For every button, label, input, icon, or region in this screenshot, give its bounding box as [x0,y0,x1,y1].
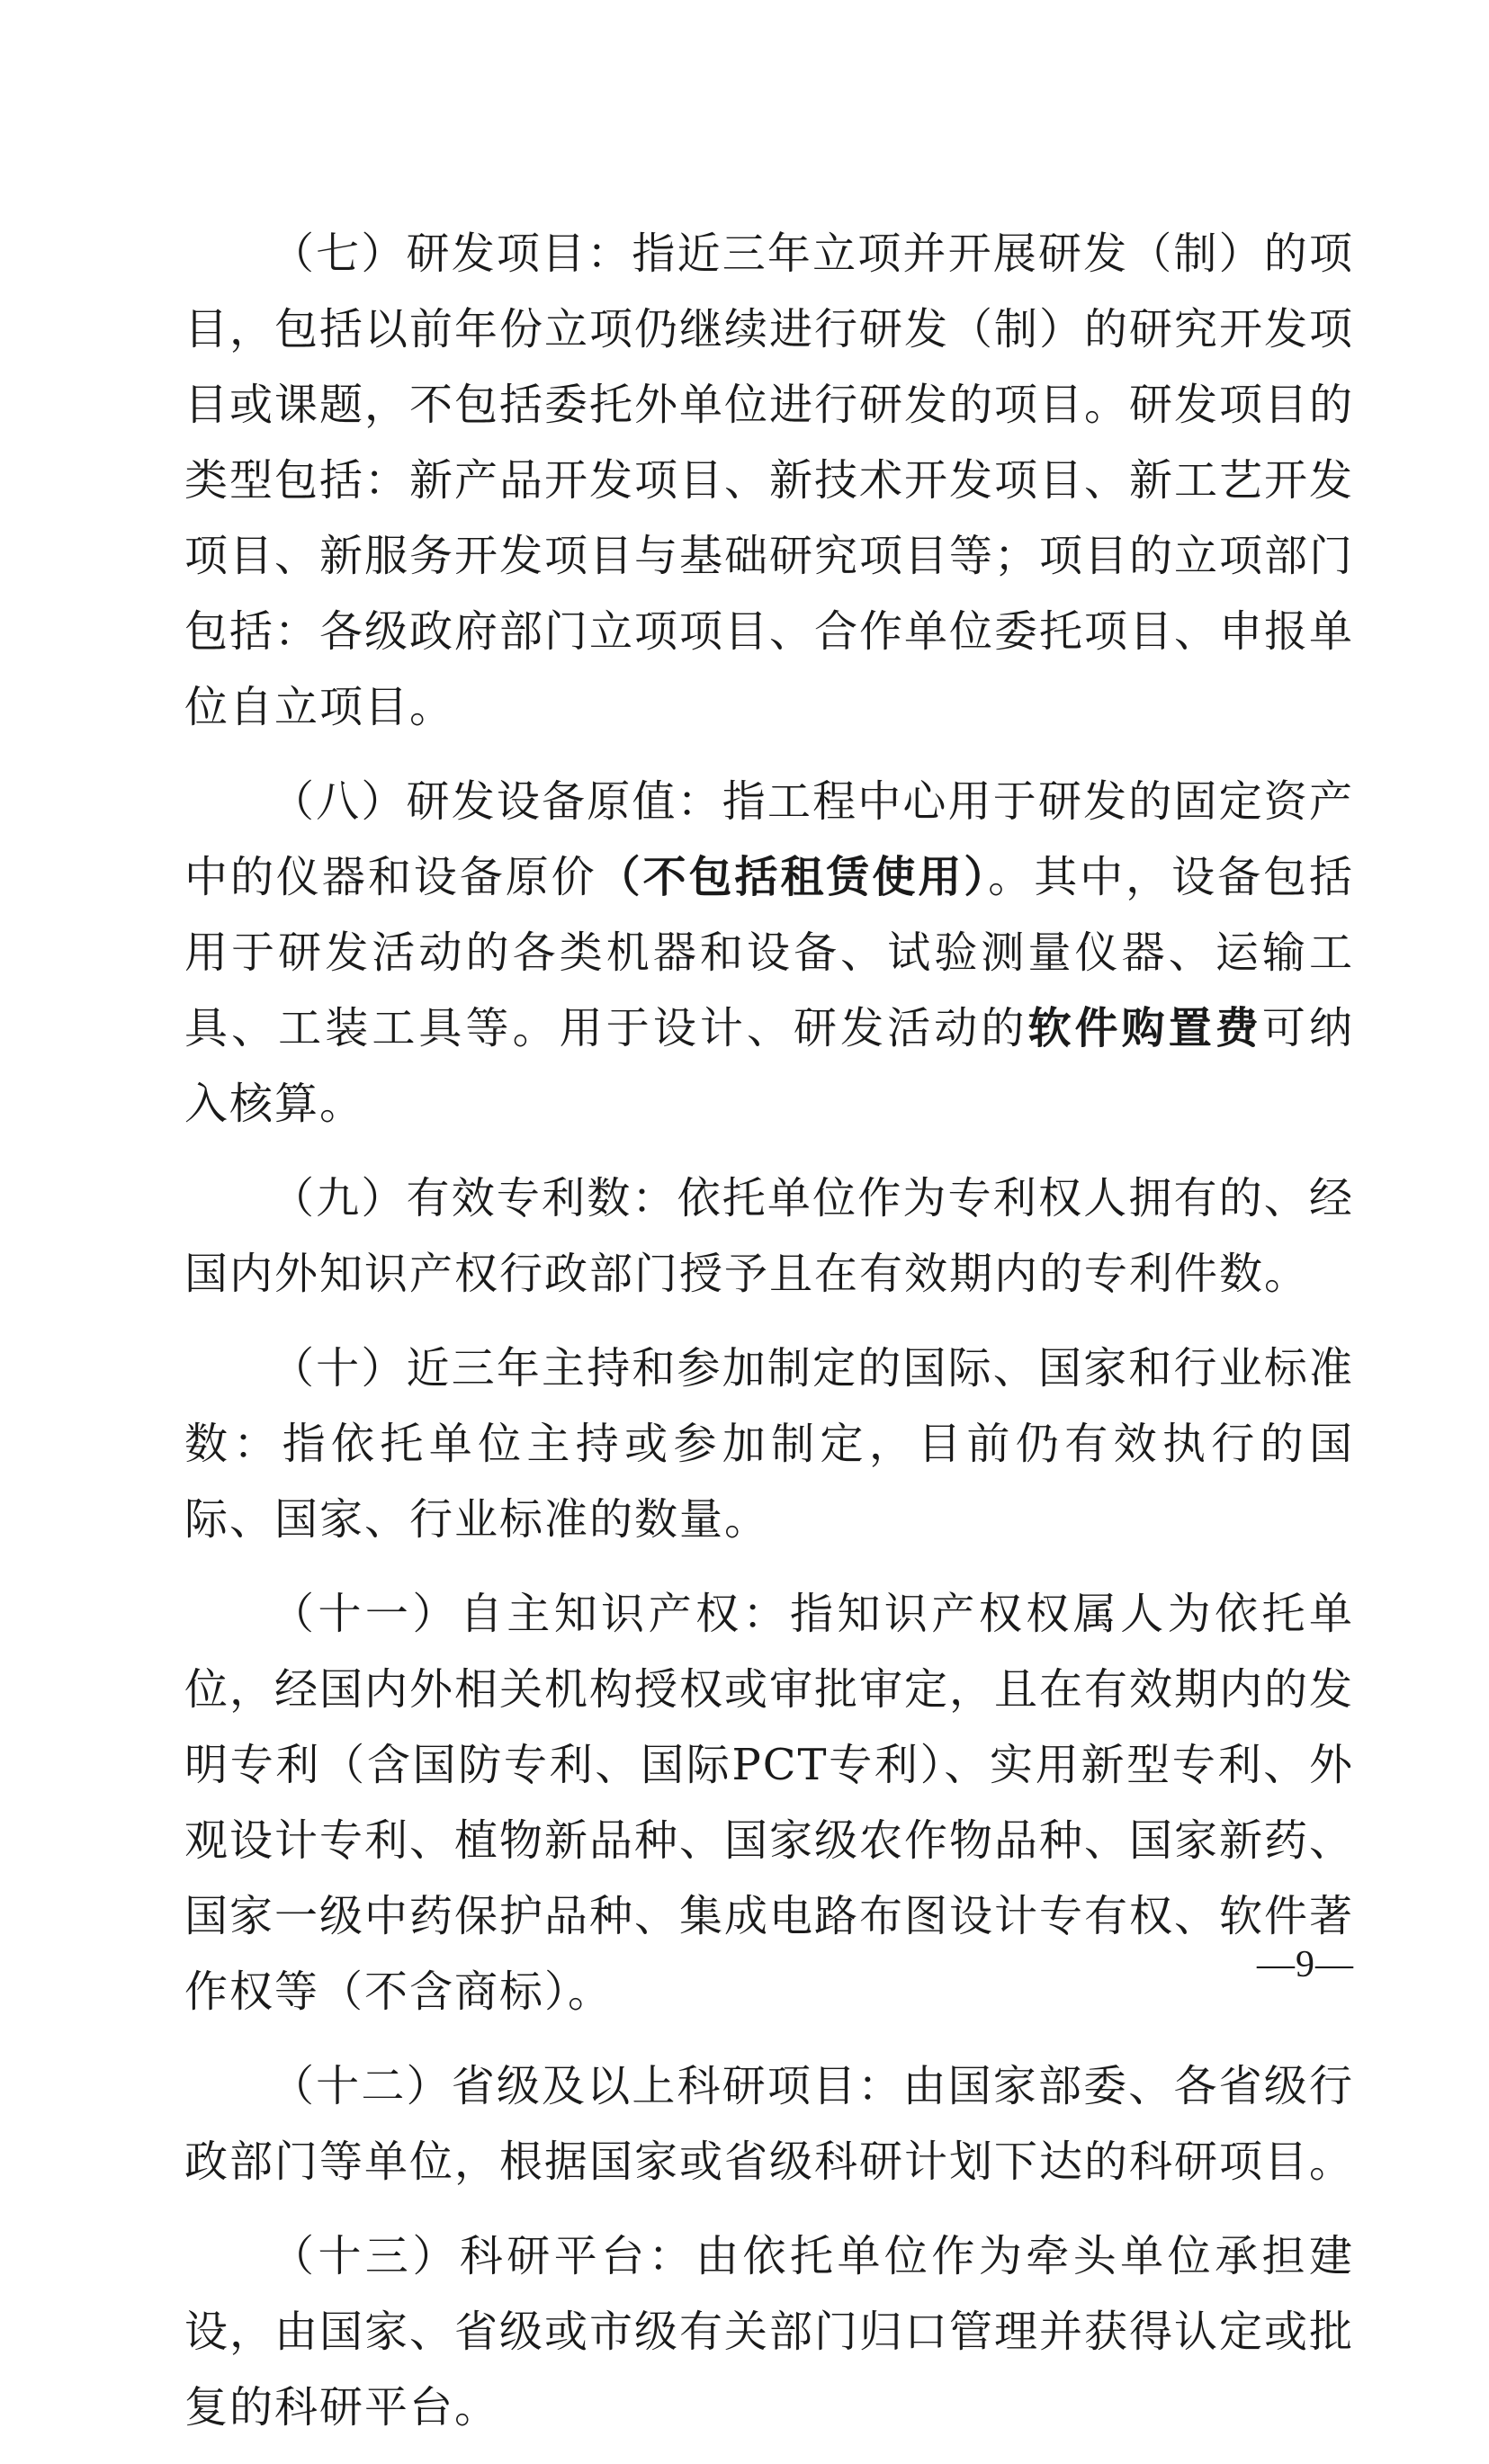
document-page [184,216,1354,2464]
paragraph-heading: （八）研发设备原值： [271,776,722,827]
paragraph-body: 。其中，设备包括用于研发活动的各类机器和设备、试验测量仪器、运输工具、工装工具等。用于设计、研发活动的 [184,852,1354,1053]
paragraph-body: 指依托单位主持或参加制定，目前仍有效执行的国际、国家、行业标准的数量。 [184,1419,1354,1545]
paragraph-heading: （十一）自主知识产权： [271,1589,790,1639]
paragraph-body: 由国家部委、各省级行政部门等单位，根据国家或省级科研计划下达的科研项目。 [184,2061,1355,2187]
paragraph-equipment-value [184,764,1354,1142]
paragraph-body: 可纳入核算。 [184,1003,1354,1129]
bold-emphasis: 软件购置费 [1027,1003,1262,1053]
paragraph-heading: （十）近三年主持和参加制定的国际、国家和行业标准数： [184,1343,1354,1469]
paragraph-provincial-projects [184,2048,1354,2200]
paragraph-research-projects [184,216,1354,745]
paragraph-research-platform [184,2218,1354,2445]
paragraph-intellectual-property [184,1576,1354,2029]
paragraph-standards [184,1331,1354,1557]
paragraph-heading: （十三）科研平台： [271,2231,696,2281]
paragraph-body: 指近三年立项并开展研发（制）的项目，包括以前年份立项仍继续进行研发（制）的研究开发项目或课题，不包括委托外单位进行研发的项目。研发项目的类型包括：新产品开发项目、新技术开发项目、新工艺开发项目、新服务开发项目与基础研究项目等；项目的立项部门包括：各级政府部门立项项目、合作单位委托项目、申报单位自立项目。 [184,228,1355,732]
page-number: —9— [1257,1944,1354,1985]
paragraph-body: 由依托单位作为牵头单位承担建设，由国家、省级或市级有关部门归口管理并获得认定或批复的科研平台。 [184,2231,1355,2433]
paragraph-valid-patents [184,1160,1354,1312]
paragraph-heading: （十二）省级及以上科研项目： [271,2061,903,2111]
paragraph-body: 依托单位作为专利权人拥有的、经国内外知识产权行政部门授予且在有效期内的专利件数。 [184,1173,1354,1299]
paragraph-body: 指知识产权权属人为依托单位，经国内外相关机构授权或审批审定，且在有效期内的发明专利（含国防专利、国际PCT专利）、实用新型专利、外观设计专利、植物新品种、国家级农作物品种、国家新药、国家一级中药保护品种、集成电路布图设计专有权、软件著作权等（不含商标）。 [184,1589,1355,2017]
paragraph-heading: （七）研发项目： [271,228,632,279]
bold-emphasis: （不包括租赁使用） [596,852,989,902]
paragraph-body: 指工程中心用于研发的固定资产中的仪器和设备原价 [184,776,1354,902]
paragraph-heading: （九）有效专利数： [271,1173,677,1223]
